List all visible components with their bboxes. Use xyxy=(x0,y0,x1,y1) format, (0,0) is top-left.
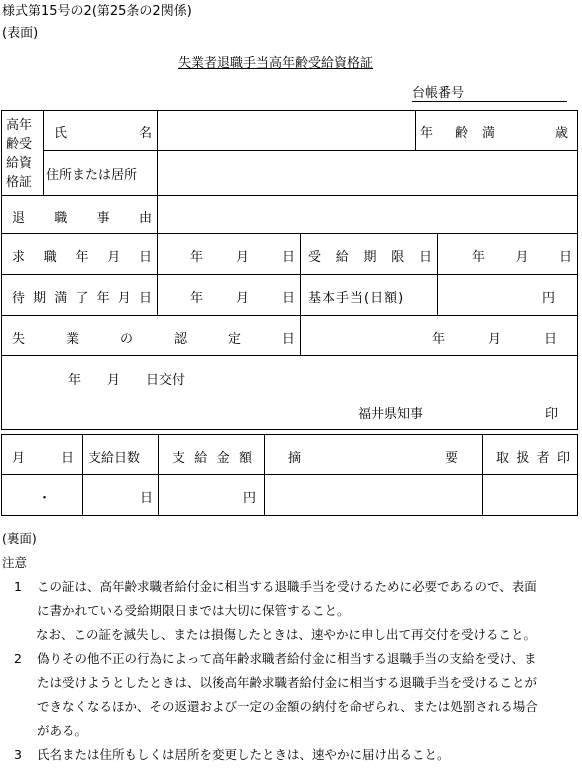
waiting-field[interactable]: 年 月 日 xyxy=(190,291,295,306)
cell-days[interactable]: 日 xyxy=(140,491,154,506)
cert-date-label: 失 業 の 認 定 日 xyxy=(12,332,295,347)
ledger-number-label: 台帳番号 xyxy=(412,86,465,101)
page-title: 失業者退職手当高年齢受給資格証 xyxy=(178,56,374,71)
ledger-number-field[interactable] xyxy=(412,82,567,102)
name-label: 氏 名 xyxy=(54,126,152,141)
note-item: 3 氏名または住所もしくは居所を変更したときは、速やかに届け出ること。 xyxy=(14,747,450,762)
form-number: 様式第15号の2(第25条の2関係) xyxy=(2,4,192,19)
governor: 福井県知事 xyxy=(358,407,424,422)
cell-handler[interactable] xyxy=(486,479,574,511)
job-date-field[interactable]: 年 月 日 xyxy=(190,250,295,265)
note-item: 1 この証は、高年齢求職者給付金に相当する退職手当を受けるために必要であるので、表面に書かれている受給期限日までは大切に保管すること。 xyxy=(14,579,537,618)
issue-date: 年 月 日交付 xyxy=(68,373,186,388)
deadline-field[interactable]: 年 月 日 xyxy=(472,250,572,265)
payment-table xyxy=(1,434,578,516)
back-notes xyxy=(0,527,582,767)
qualification-table xyxy=(1,110,578,430)
address-label: 住所または居所 xyxy=(46,168,138,183)
reason-label: 退 職 事 由 xyxy=(12,211,152,226)
header-amount: 支 給 金 額 xyxy=(172,451,252,466)
cell-date[interactable]: ・ xyxy=(38,491,52,506)
back-label: (裏面) xyxy=(2,531,37,546)
note-item: 2 偽りその他不正の行為によって高年齢求職者給付金に相当する退職手当の支給を受け、または受けようとしたときは、以後高年齢求職者給付金に相当する退職手当を受けることができなくなるほか、その返還および一定の金額の納付を命ぜられ、または処罰される場合がある。 xyxy=(14,651,538,738)
age-field[interactable]: 満 歳 xyxy=(482,126,568,141)
basic-allowance-label: 基本手当(日額) xyxy=(308,291,405,306)
reason-field[interactable] xyxy=(162,199,572,229)
side-label: 高年 齢受 給資 格証 xyxy=(6,118,33,190)
header-date: 月 日 xyxy=(12,451,74,466)
deadline-label: 受 給 期 限 日 xyxy=(308,250,432,265)
job-date-label: 求 職 年 月 日 xyxy=(12,250,152,265)
note-item: なお、この証を滅失し、または損傷したときは、速やかに申し出て再交付を受けること。 xyxy=(36,627,537,642)
front-label: (表面) xyxy=(2,26,39,41)
notes-title: 注意 xyxy=(2,555,28,570)
waiting-label: 待 期 満 了 年 月 日 xyxy=(12,291,152,306)
seal-mark: 印 xyxy=(545,407,559,422)
header-summary: 摘 要 xyxy=(288,451,458,466)
cert-date-field[interactable]: 年 月 日 xyxy=(432,332,557,347)
header-handler: 取 扱 者 印 xyxy=(496,451,570,466)
address-field[interactable] xyxy=(162,155,572,191)
basic-allowance-yen[interactable]: 円 xyxy=(542,291,556,306)
header-days: 支給日数 xyxy=(88,451,141,466)
name-field[interactable] xyxy=(162,115,412,147)
cell-summary[interactable] xyxy=(268,479,478,511)
cell-amount[interactable]: 円 xyxy=(243,491,257,506)
age-label: 年 齢 xyxy=(420,126,468,141)
